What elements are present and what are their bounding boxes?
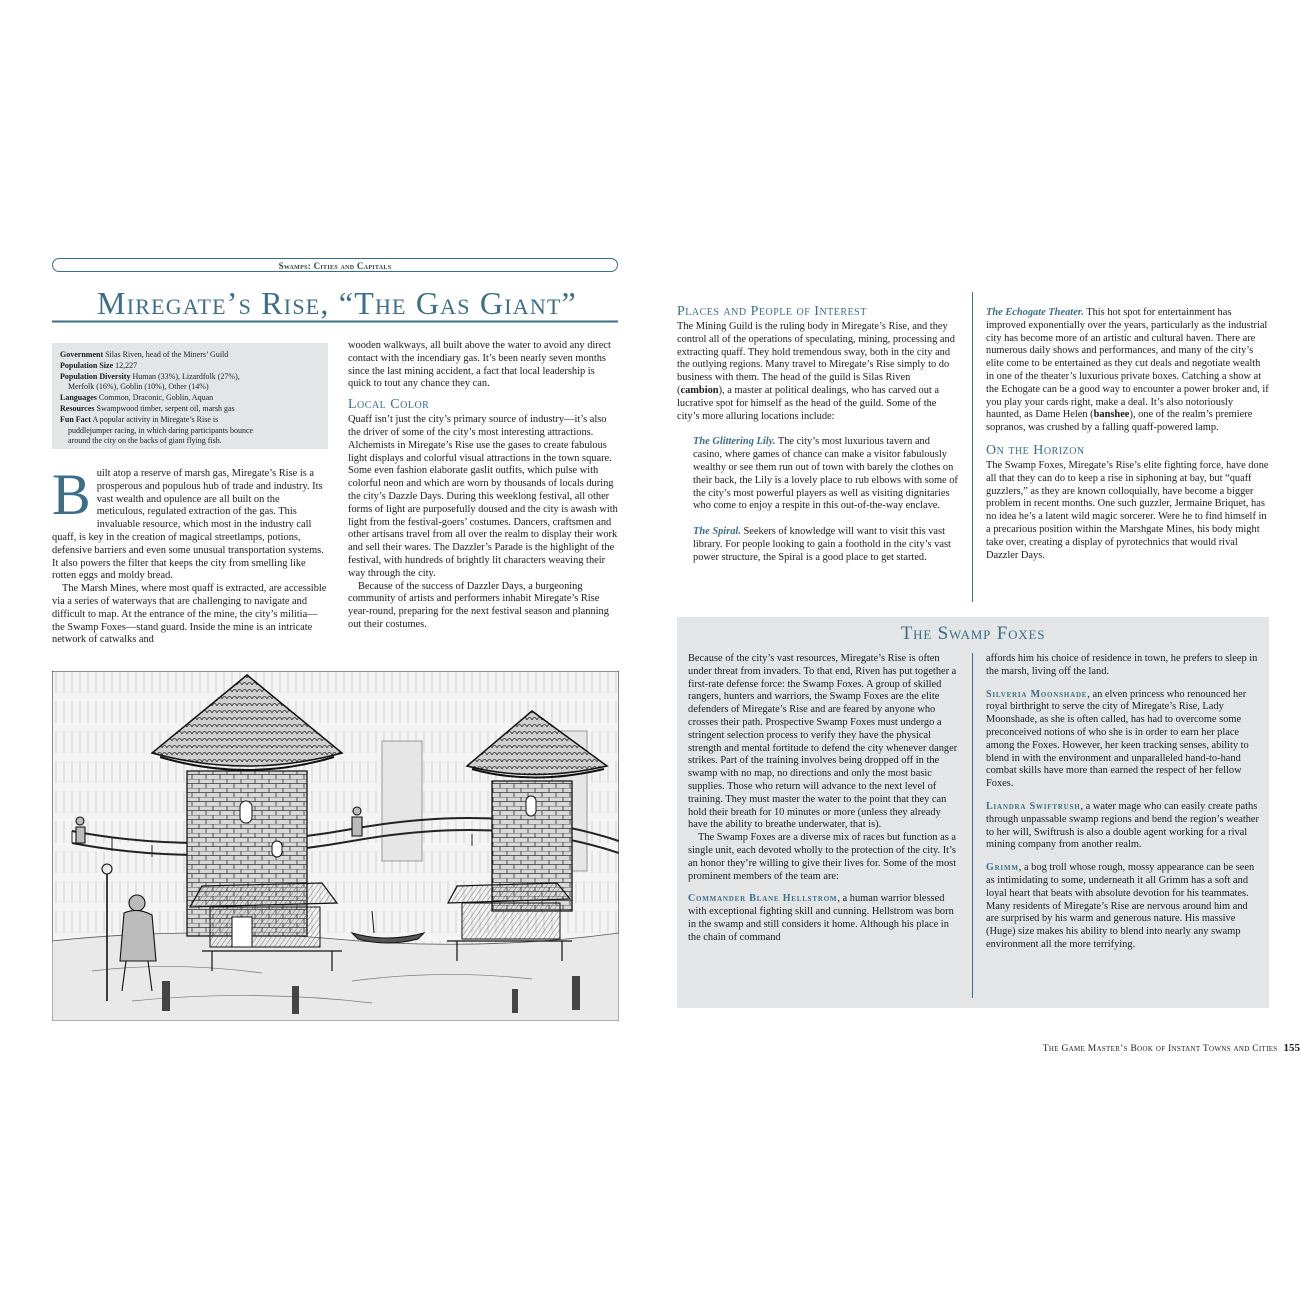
places-intro-text: The Mining Guild is the ruling body in Miregate’s Rise, and they control all of the operations of speculating, mining, processing and extracting quaff. They hold tremendous sway, both in the city and the outlying regions. Many travel to Miregate’s Rise simply to do business with them. The head of the guild is Silas Riven ( <box>677 321 955 396</box>
body-paragraph: Because of the city’s vast resources, Miregate’s Rise is often under threat from invaders. To that end, Riven has put together a first-rate defense force: the Swamp Foxes. A group of skilled rangers, hunters and warriors, the Swamp Foxes are the elite defenders of Miregate’s Rise and are feared by anyone who crosses their path. Prospective Swamp Foxes must undergo a stringent selection process to verify they have the physical strength and mental fortitude to defend the city whenever danger strikes. Part of the training involves being dropped off in the swamp with no map, no directions and only the most basic supplies. Those who return will advance to the next level of training. They must master the water to the point that they can hold their breath for 10 minutes or more (unless they already have the ability to breathe underwater, that is). <box>688 653 958 831</box>
right-column-1 <box>677 304 959 565</box>
stat-value: A popular activity in Miregate’s Rise is <box>92 414 219 424</box>
body-paragraph: wooden walkways, all built above the water to avoid any direct contact with the incendiary gas. It’s been nearly seven months since the last mining accident, a fact that local leadership is quick to tout any chance they can. <box>348 340 611 390</box>
place-name: The Glittering Lily. <box>693 436 776 448</box>
drop-cap: B <box>52 462 91 527</box>
stat-label: Resources <box>60 403 95 413</box>
sidebar-column-1 <box>688 653 960 945</box>
stat-label: Government <box>60 350 104 359</box>
stat-label: Fun Fact <box>60 414 91 424</box>
member-name: Commander Blane Hellstrom <box>688 893 838 905</box>
left-column-1 <box>52 462 328 647</box>
place-name: The Echogate Theater. <box>986 307 1084 318</box>
place-desc: ), one of the realm’s premiere sopranos, was crushed by a falling quaff-powered lamp. <box>986 409 1253 434</box>
creature-ref: banshee <box>1093 409 1130 421</box>
swamp-city-illustration <box>52 671 619 1021</box>
place-desc: The city’s most luxurious tavern and casino, where games of chance can make a visitor fabulously wealthy or see them run out of town with barely the clothes on their back, the Lily is a lovely place to rub elbows with some of the city’s most powerful players as well as visiting dignitaries who come to enjoy a respite in this out-of-the-way enclave. <box>693 436 958 512</box>
place-entry-glittering-lily <box>693 436 959 513</box>
member-entry-silveria <box>986 689 1260 791</box>
body-paragraph: The Swamp Foxes are a diverse mix of races but function as a single unit, each devoted wholly to the protection of the city. It’s an honor they’re willing to give their lives for. Some of the most prominent members of the team are: <box>688 832 957 882</box>
member-desc: , a water mage who can easily create paths through unpassable swamp regions and bend the region’s weather to her will, Swiftrush is also a double agent working for a rival mining company from another realm. <box>986 800 1259 851</box>
stat-value: around the city on the backs of giant flying fish. <box>68 436 222 446</box>
left-column-2 <box>348 340 620 632</box>
body-paragraph: Quaff isn’t just the city’s primary source of industry—it’s also the driver of some of the city’s most interesting attractions. Alchemists in Miregate’s Rise use the gases to create fabulous light displays and colorful visual attractions in the town square. Some even fashion elaborate gaslit outfits, which pulse with colorful neon and which are worn by thousands of locals during the city’s Dazzle Days. During this weeklong festival, all other forms of light are purposefully doused and the city is awash with light from the festival-goers’ costumes. Dancers, craftsmen and other artisans travel from all over the realm to display their work and sell their wares. The Dazzler’s Parade is the highlight of the festival, with hundreds of brightly lit characters weaving their way through the city. <box>348 414 618 579</box>
stat-value: Common, Draconic, Goblin, Aquan <box>98 393 214 403</box>
column-divider <box>972 292 973 602</box>
member-desc: , a human warrior blessed with exceptional fighting skill and cunning. Hellstrom was born in the swamp and still considers it home. Although his place in the chain of command <box>688 893 954 943</box>
places-intro-text: ), a master at political dealings, who has carved out a lucrative spot for himself as the head of the guild. Some of the city’s more alluring locations include: <box>677 384 940 422</box>
member-entry-blane <box>688 893 960 944</box>
member-desc: , an elven princess who renounced her royal birthright to serve the city of Miregate’s Rise, Lady Moonshade, as she is often called, has had to overcome some preconceived notions of who she is in order to earn her place among the Foxes. However, her keen tracking senses, ability to blend in with the environment and unparalleled hand-to-hand combat skills have more than earned the respect of her fellow Foxes. <box>986 688 1249 790</box>
member-name: Silveria Moonshade <box>986 688 1088 700</box>
member-desc: , a bog troll whose rough, mossy appearance can be seen as intimidating to some, underneath it all Grimm has a soft and loyal heart that beats with absolute devotion for his teammates. Many residents of Miregate’s Rise are nervous around him and are surprised by his warm and generous nature. His massive (Huge) size makes his ability to blend into nearly any swamp environment all the more terrifying. <box>986 862 1255 950</box>
place-desc: Seekers of knowledge will want to visit this vast library. For people looking to gain a foothold in the city’s vast power structure, the Spiral is a good place to get started. <box>693 526 951 563</box>
member-name: Grimm <box>986 862 1019 874</box>
sidebar-divider <box>972 653 973 998</box>
stat-label: Population Size <box>60 360 114 370</box>
title-rule <box>52 320 618 323</box>
creature-ref: cambion <box>680 384 719 396</box>
place-desc: This hot spot for entertainment has improved exponentially over the years, particularly as the industrial city has become more of an artistic and cultural haven. There are numerous daily shows and performances, and many of the city’s elite come to be entertained as they cut deals and negotiate wealth in one of the theater’s luxurious private boxes. Catching a show at the Echogate can be a good way to encounter a power broker and, if you play your cards right, make a deal. It’s also notoriously haunted, as Dame Helen ( <box>986 307 1269 421</box>
place-name: The Spiral. <box>693 526 741 538</box>
stat-value: 12,227 <box>115 360 138 370</box>
body-paragraph: Because of the success of Dazzler Days, a burgeoning community of artists and performers inhabit Miregate’s Rise year-round, preparing for the next festival season and planning out their costumes. <box>348 580 609 630</box>
sidebar-column-2 <box>986 653 1260 952</box>
swamp-foxes-sidebar <box>677 617 1269 1008</box>
horizon-paragraph: The Swamp Foxes, Miregate’s Rise’s elite fighting force, have done all that they can do to keep a rise in siphoning at bay, but “quaff guzzlers,” as they are known colloquially, have become a bigger problem in recent months. One such guzzler, Jermaine Briquet, has no idea he’s a latent wild magic sorcerer. Were he to find himself in a precarious position within the Marshgate Mines, his body might take over, creating a display of pyrotechnics that would rival Dazzler Days. <box>986 459 1269 561</box>
page-footer <box>900 1041 1300 1056</box>
body-paragraph: The Marsh Mines, where most quaff is extracted, are accessible via a series of waterways that are challenging to navigate and difficult to map. At the entrance of the mine, the city’s militia—the Swamp Foxes—stand guard. Inside the mine is an intricate network of catwalks and <box>52 583 327 646</box>
running-head: Swamps: Cities and Capitals <box>52 258 618 272</box>
page-title: Miregate’s Rise, “The Gas Giant” <box>97 285 577 321</box>
horizon-heading: On the Horizon <box>986 442 1085 458</box>
places-intro <box>677 321 959 423</box>
stat-value: Human (33%), Lizardfolk (27%), <box>132 371 240 381</box>
stat-value: Swampwood timber, serpent oil, marsh gas <box>96 403 235 413</box>
right-column-2 <box>986 307 1270 562</box>
stat-value: Merfolk (16%), Goblin (10%), Other (14%) <box>68 382 209 392</box>
stat-block <box>52 343 328 449</box>
member-entry-grimm <box>986 862 1260 952</box>
local-color-heading: Local Color <box>348 397 430 413</box>
footer-title: The Game Master’s Book of Instant Towns and Cities <box>1042 1044 1278 1054</box>
stat-label: Languages <box>60 393 97 403</box>
stat-label: Population Diversity <box>60 371 131 381</box>
intro-paragraph: uilt atop a reserve of marsh gas, Miregate’s Rise is a prosperous and populous hub of trade and industry. Its vast wealth and opulence are all built on the meticulous, regulated extraction of the gas. This invaluable resource, which most in the industry call quaff, is key in the creation of magical streetlamps, potions, defensive barriers and even some unusual transportation systems. It also powers the filter that keeps the city from smelling like rotten eggs and moldy bread. <box>52 468 324 582</box>
stat-value: Silas Riven, head of the Miners’ Guild <box>105 350 229 359</box>
sidebar-title: The Swamp Foxes <box>900 623 1046 644</box>
place-entry-spiral <box>693 526 959 564</box>
stat-value: puddlejumper racing, in which daring participants bounce <box>68 425 254 435</box>
member-name: Liandra Swiftrush <box>986 800 1081 812</box>
page-number: 155 <box>1283 1042 1300 1054</box>
places-heading: Places and People of Interest <box>677 304 867 319</box>
member-desc: affords him his choice of residence in town, he prefers to sleep in the marsh, living off the land. <box>986 653 1258 677</box>
place-entry-echogate <box>986 307 1270 435</box>
member-entry-liandra <box>986 801 1260 852</box>
